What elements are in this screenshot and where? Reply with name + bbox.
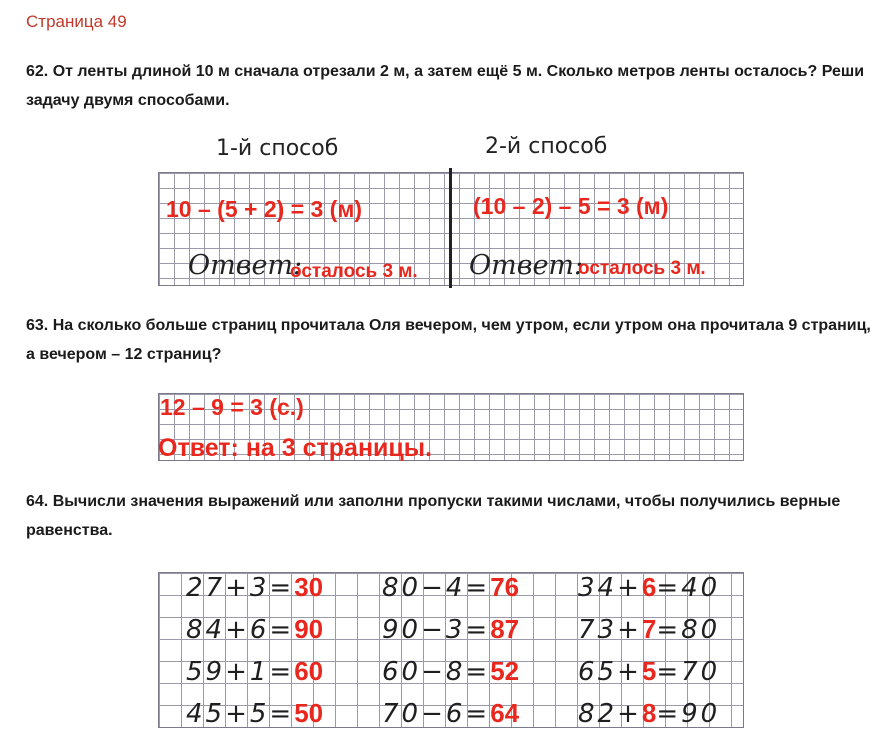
answer-fill: 7 (641, 614, 657, 644)
equation-row1-col2: 80−4=76 (382, 572, 520, 603)
method-1-answer: осталось 3 м. (290, 261, 418, 282)
task-63-text: 63. На сколько больше страниц прочитала Оля вечером, чем утром, если утром она прочитала 9 страниц, а вечером – 12 страниц? (26, 317, 871, 363)
equation-row4-col2: 70−6=64 (382, 698, 520, 729)
task-63-expression: 12 – 9 = 3 (с.) (160, 394, 304, 420)
answer-fill: 30 (294, 572, 324, 602)
method-1-label: 1-й способ (216, 136, 339, 161)
equation-row4-col1: 45+5=50 (186, 698, 324, 729)
answer-fill: 87 (490, 614, 520, 644)
method-2-answer: осталось 3 м. (578, 258, 706, 279)
task-64-text: 64. Вычисли значения выражений или заполни пропуски такими числами, чтобы получились верные равенства. (26, 493, 841, 539)
answer-fill: 52 (490, 656, 520, 686)
equation-row2-col3: 73+7=80 (578, 614, 721, 645)
method-2-label: 2-й способ (485, 134, 608, 159)
equation-row1-col3: 34+6=40 (578, 572, 721, 603)
answer-fill: 90 (294, 614, 324, 644)
answer-fill: 60 (294, 656, 324, 686)
method-1-expression: 10 – (5 + 2) = 3 (м) (166, 196, 362, 222)
task-62-text: 62. От ленты длиной 10 м сначала отрезали 2 м, а затем ещё 5 м. Сколько метров ленты осталось? Реши задачу двумя способами. (26, 63, 865, 109)
equation-row4-col3: 82+8=90 (578, 698, 721, 729)
method-1-answer-label: Ответ: (188, 250, 303, 281)
equation-row3-col1: 59+1=60 (186, 656, 324, 687)
method-divider (449, 168, 452, 288)
answer-fill: 50 (294, 698, 324, 728)
equation-row1-col1: 27+3=30 (186, 572, 324, 603)
answer-fill: 64 (490, 698, 520, 728)
equation-row3-col2: 60−8=52 (382, 656, 520, 687)
answer-fill: 76 (490, 572, 520, 602)
method-2-answer-label: Ответ: (469, 250, 584, 281)
equation-row2-col2: 90−3=87 (382, 614, 520, 645)
answer-fill: 8 (641, 698, 657, 728)
answer-fill: 5 (641, 656, 657, 686)
method-2-expression: (10 – 2) – 5 = 3 (м) (473, 193, 669, 219)
answer-fill: 6 (641, 572, 657, 602)
equation-row2-col1: 84+6=90 (186, 614, 324, 645)
page-title: Страница 49 (26, 12, 127, 31)
task-63-answer: Ответ: на 3 страницы. (158, 434, 433, 462)
equation-row3-col3: 65+5=70 (578, 656, 721, 687)
